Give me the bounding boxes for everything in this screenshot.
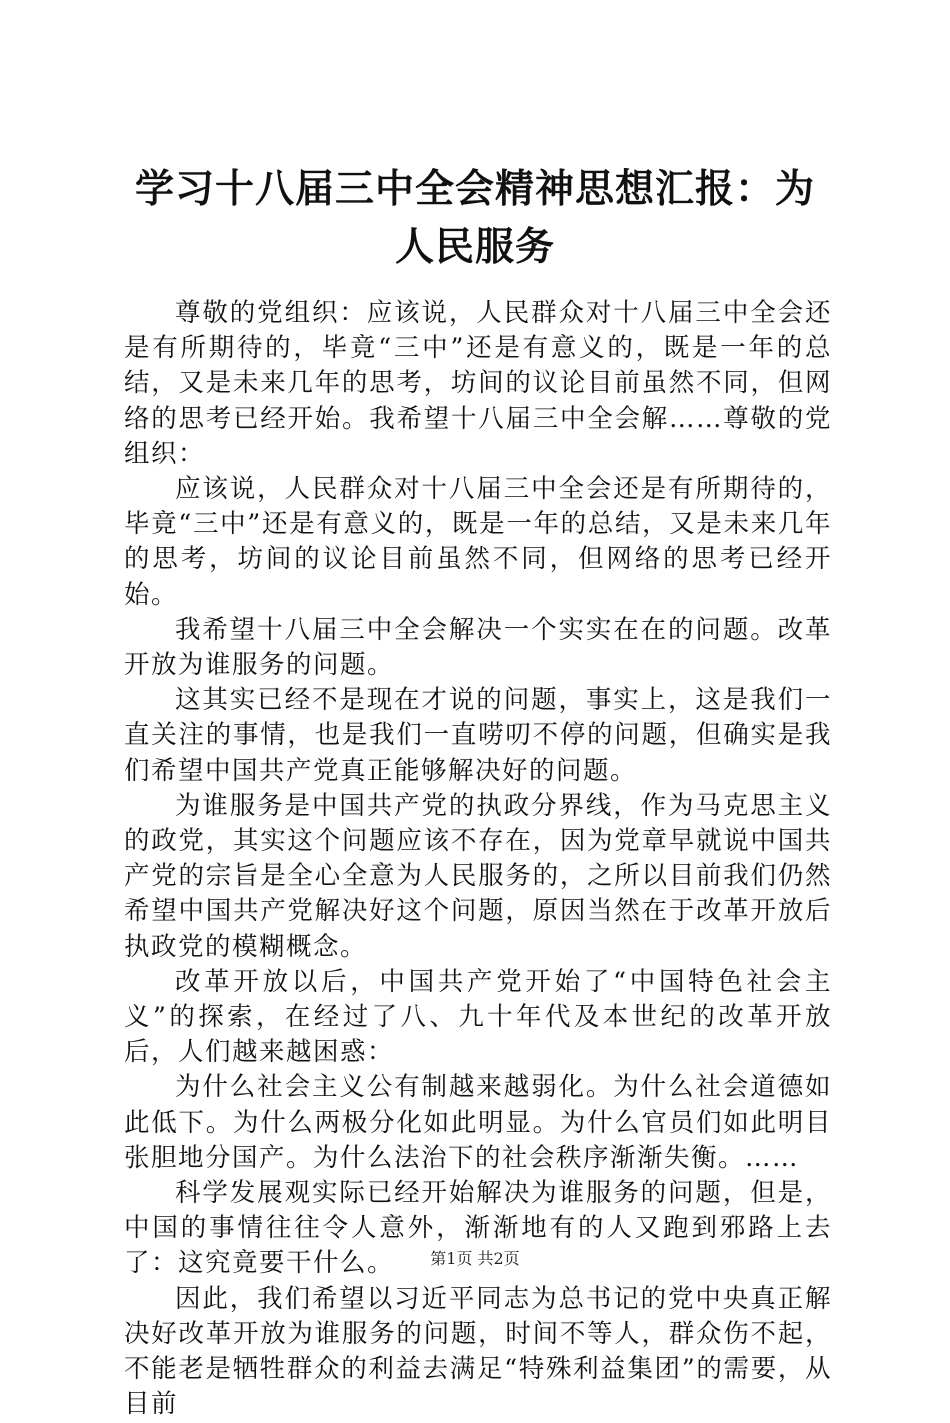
paragraph: 因此，我们希望以习近平同志为总书记的党中央真正解决好改革开放为谁服务的问题，时间不等人，群众伤不起，不能老是牺牲群众的利益去满足“特殊利益集团”的需要，从目前: [124, 1283, 832, 1420]
paragraph: 为什么社会主义公有制越来越弱化。为什么社会道德如此低下。为什么两极分化如此明显。为什么官员们如此明目张胆地分国产。为什么法治下的社会秩序渐渐失衡。……: [124, 1072, 832, 1173]
paragraph: 应该说，人民群众对十八届三中全会还是有所期待的，毕竟“三中”还是有意义的，既是一年的总结，又是未来几年的思考，坊间的议论目前虽然不同，但网络的思考已经开始。: [124, 474, 832, 610]
paragraph: 我希望十八届三中全会解决一个实实在在的问题。改革开放为谁服务的问题。: [124, 614, 832, 681]
paragraph: 科学发展观实际已经开始解决为谁服务的问题，但是，中国的事情往往令人意外，渐渐地有的人又跑到邪路上去了：这究竟要干什么。: [124, 1178, 832, 1279]
document-title: 学习十八届三中全会精神思想汇报：为人民服务: [134, 166, 815, 270]
paragraph: 这其实已经不是现在才说的问题，事实上，这是我们一直关注的事情，也是我们一直唠叨不停的问题，但确实是我们希望中国共产党真正能够解决好的问题。: [124, 685, 832, 786]
page-number-footer: 第1页 共2页: [430, 1249, 520, 1268]
paragraph: 尊敬的党组织：应该说，人民群众对十八届三中全会还是有所期待的，毕竟“三中”还是有意义的，既是一年的总结，又是未来几年的思考，坊间的议论目前虽然不同，但网络的思考已经开始。我希望十八届三中全会解……尊敬的党组织：: [124, 298, 832, 469]
paragraph: 为谁服务是中国共产党的执政分界线，作为马克思主义的政党，其实这个问题应该不存在，因为党章早就说中国共产党的宗旨是全心全意为人民服务的，之所以目前我们仍然希望中国共产党解决好这个问题，原因当然在于改革开放后执政党的模糊概念。: [124, 790, 832, 962]
paragraph: 改革开放以后，中国共产党开始了“中国特色社会主义”的探索，在经过了八、九十年代及本世纪的改革开放后，人们越来越困惑：: [124, 966, 832, 1068]
